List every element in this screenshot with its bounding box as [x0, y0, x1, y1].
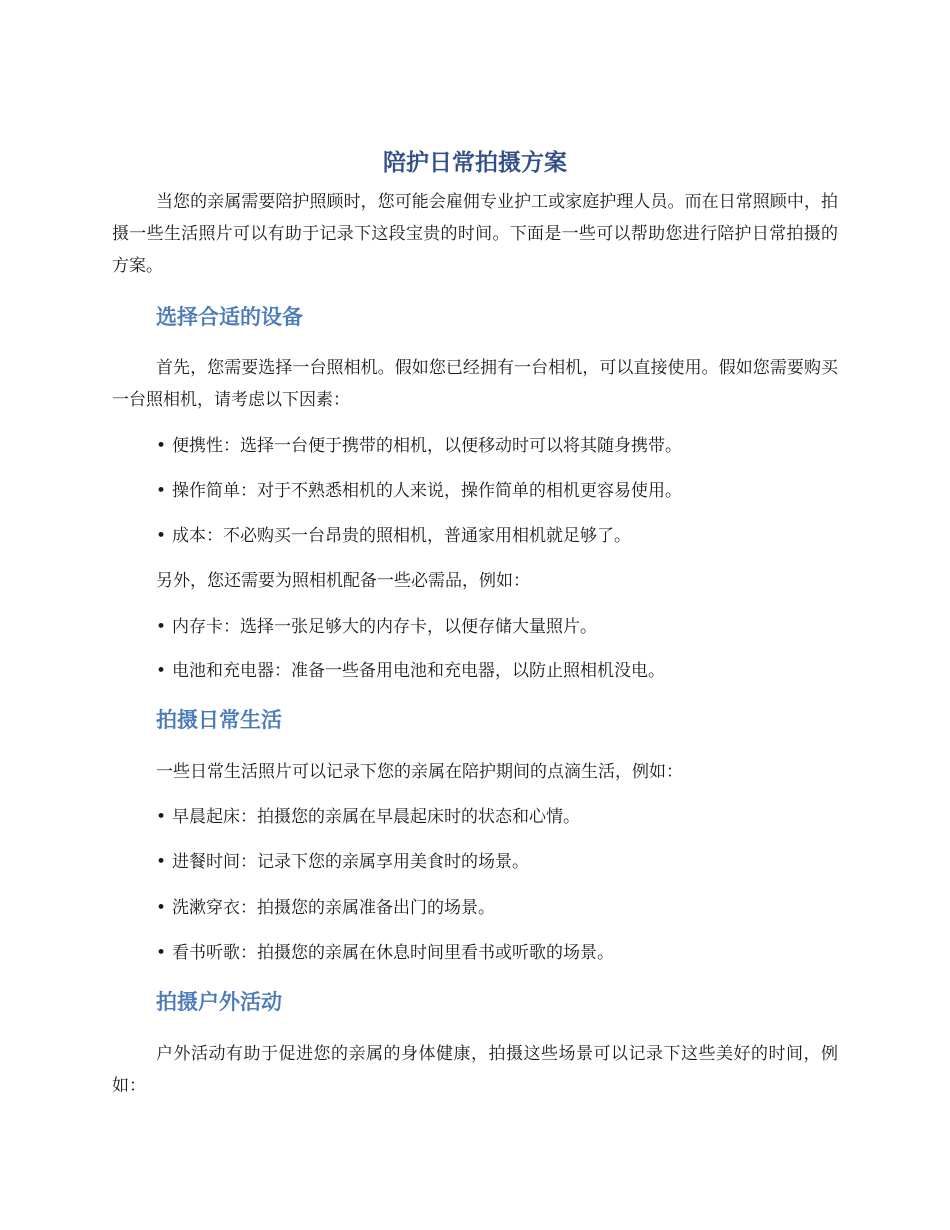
bullet-marker: •	[156, 526, 167, 546]
bullet-marker: •	[156, 436, 167, 456]
bullet-item	[156, 801, 838, 833]
bullet-item	[156, 892, 838, 924]
bullet-item	[156, 846, 838, 878]
bullet-text: 便携性：选择一台便于携带的相机，以便移动时可以将其随身携带。	[172, 436, 683, 456]
bullet-item	[156, 655, 838, 687]
bullet-item	[156, 937, 838, 969]
bullet-item	[156, 430, 838, 462]
bullet-text: 内存卡：选择一张足够大的内存卡，以便存储大量照片。	[172, 617, 598, 637]
bullet-item	[156, 611, 838, 643]
bullet-item	[156, 520, 838, 552]
bullet-text: 洗漱穿衣：拍摄您的亲属准备出门的场景。	[172, 898, 496, 918]
section-paragraph: 首先，您需要选择一台照相机。假如您已经拥有一台相机，可以直接使用。假如您需要购买一台照相机，请考虑以下因素：	[112, 358, 838, 410]
bullet-text: 操作简单：对于不熟悉相机的人来说，操作简单的相机更容易使用。	[172, 481, 683, 501]
bullet-marker: •	[156, 943, 167, 963]
bullet-marker: •	[156, 481, 167, 501]
bullet-marker: •	[156, 898, 167, 918]
bullet-text: 进餐时间：记录下您的亲属享用美食时的场景。	[172, 852, 530, 872]
bullet-marker: •	[156, 852, 167, 872]
bullet-marker: •	[156, 617, 167, 637]
section-paragraph: 另外，您还需要为照相机配备一些必需品，例如：	[156, 571, 530, 591]
intro-paragraph: 当您的亲属需要陪护照顾时，您可能会雇佣专业护工或家庭护理人员。而在日常照顾中，拍摄一些生活照片可以有助于记录下这段宝贵的时间。下面是一些可以帮助您进行陪护日常拍摄的方案。	[112, 192, 838, 276]
bullet-text: 电池和充电器：准备一些备用电池和充电器，以防止照相机没电。	[172, 661, 666, 681]
bullet-marker: •	[156, 807, 167, 827]
section-heading-daily-life: 拍摄日常生活	[156, 708, 282, 732]
bullet-text: 早晨起床：拍摄您的亲属在早晨起床时的状态和心情。	[172, 807, 581, 827]
section-heading-outdoor: 拍摄户外活动	[156, 990, 282, 1014]
section-paragraph: 一些日常生活照片可以记录下您的亲属在陪护期间的点滴生活，例如：	[156, 762, 683, 782]
document-title: 陪护日常拍摄方案	[383, 150, 567, 176]
section-paragraph: 户外活动有助于促进您的亲属的身体健康，拍摄这些场景可以记录下这些美好的时间，例如：	[112, 1044, 838, 1096]
section-heading-equipment: 选择合适的设备	[156, 305, 303, 329]
bullet-text: 看书听歌：拍摄您的亲属在休息时间里看书或听歌的场景。	[172, 943, 615, 963]
bullet-text: 成本：不必购买一台昂贵的照相机，普通家用相机就足够了。	[172, 526, 632, 546]
bullet-marker: •	[156, 661, 167, 681]
bullet-item	[156, 475, 838, 507]
